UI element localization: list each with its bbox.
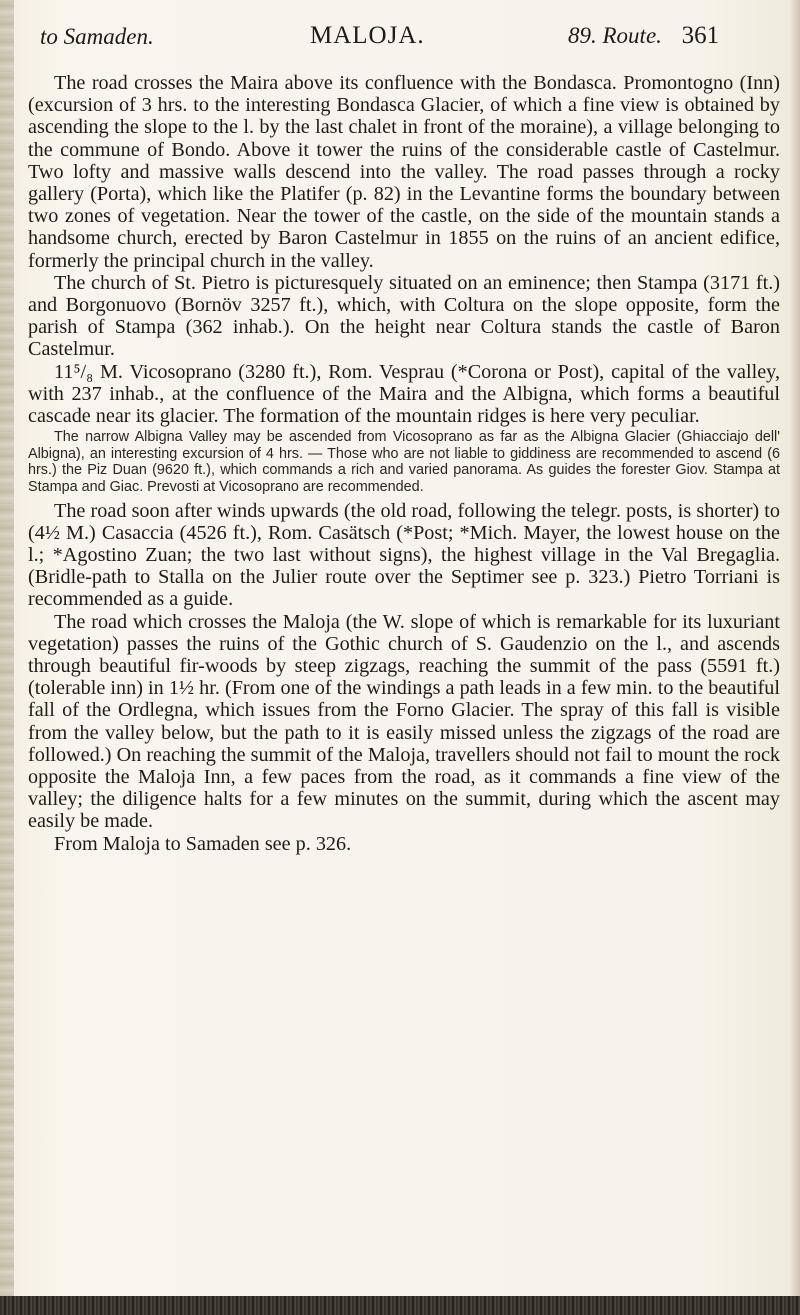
- running-header: [40, 18, 790, 62]
- paragraph-6: From Maloja to Samaden see p. 326.: [54, 832, 352, 855]
- page-body: [28, 72, 780, 855]
- page-right-edge: [790, 0, 800, 1315]
- header-right: [568, 22, 719, 50]
- small-print-note: The narrow Albigna Valley may be ascended from Vicosoprano as far as the Albigna Glacier (Ghiacciajo dell' Albigna), an interesting excursion of 4 hrs. — Those who are not liable to giddiness are recommended to ascend (6 hrs.) the Piz Duan (9620 ft.), which commands a rich and varied panorama. As guides the forester Giov. Stampa at Stampa and Giac. Prevosti at Vicosoprano are recommended.: [28, 429, 780, 496]
- header-title: MALOJA.: [310, 22, 425, 49]
- binding-edge: [0, 0, 14, 1315]
- paragraph-2: The church of St. Pietro is picturesquely situated on an eminence; then Stampa (3171 ft.) and Borgonuovo (Bornöv 3257 ft.), which, with Coltura on the slope opposite, form the parish of Stampa (362 inhab.). On the height near Coltura stands the castle of Baron Castelmur.: [28, 271, 780, 361]
- paragraph-4: The road soon after winds upwards (the old road, following the telegr. posts, is shorter) to (4½ M.) Casaccia (4526 ft.), Rom. Casätsch (*Post; *Mich. Mayer, the lowest house on the l.; *Agostino Zuan; the two last without signs), the highest village in the Val Bregaglia. (Bridle-path to Stalla on the Julier route over the Septimer see p. 323.) Pietro Torriani is recommended as a guide.: [28, 499, 780, 611]
- header-left: to Samaden.: [40, 24, 154, 49]
- header-route: 89. Route.: [568, 23, 662, 48]
- paragraph-5: The road which crosses the Maloja (the W. slope of which is remarkable for its luxuriant vegetation) passes the ruins of the Gothic church of S. Gaudenzio on the l., and ascends through beautiful fir-woods by steep zigzags, reaching the summit of the pass (5591 ft.) (tolerable inn) in 1½ hr. (From one of the windings a path leads in a few min. to the beautiful fall of the Ordlegna, which issues from the Forno Glacier. The spray of this fall is visible from the valley below, but the path to it is easily missed unless the zigzags of the road are followed.) On reaching the summit of the Maloja, travellers should not fail to mount the rock opposite the Maloja Inn, a few paces from the road, as it commands a fine view of the valley; the diligence halts for a few minutes on the summit, during which the ascent may easily be made.: [28, 610, 780, 833]
- page-number: 361: [681, 22, 720, 49]
- paragraph-1: The road crosses the Maira above its confluence with the Bondasca. Promontogno (Inn) (excursion of 3 hrs. to the interesting Bondasca Glacier, of which a fine view is obtained by ascending the slope to the l. by the last chalet in front of the moraine), a village belonging to the commune of Bondo. Above it tower the ruins of the considerable castle of Castelmur. Two lofty and massive walls descend into the valley. The road passes through a rocky gallery (Porta), which like the Platifer (p. 82) in the Levantine forms the boundary between two zones of vegetation. Near the tower of the castle, on the side of the mountain stands a handsome church, erected by Baron Castelmur in 1855 on the ruins of an ancient edifice, formerly the principal church in the valley.: [28, 72, 780, 272]
- paragraph-3: 11⁵/₈ M. Vicosoprano (3280 ft.), Rom. Vesprau (*Corona or Post), capital of the valley, with 237 inhab., at the confluence of the Maira and the Albigna, which forms a beautiful cascade near its glacier. The formation of the mountain ridges is here very peculiar.: [28, 360, 780, 428]
- page-bottom-edge: [0, 1296, 800, 1315]
